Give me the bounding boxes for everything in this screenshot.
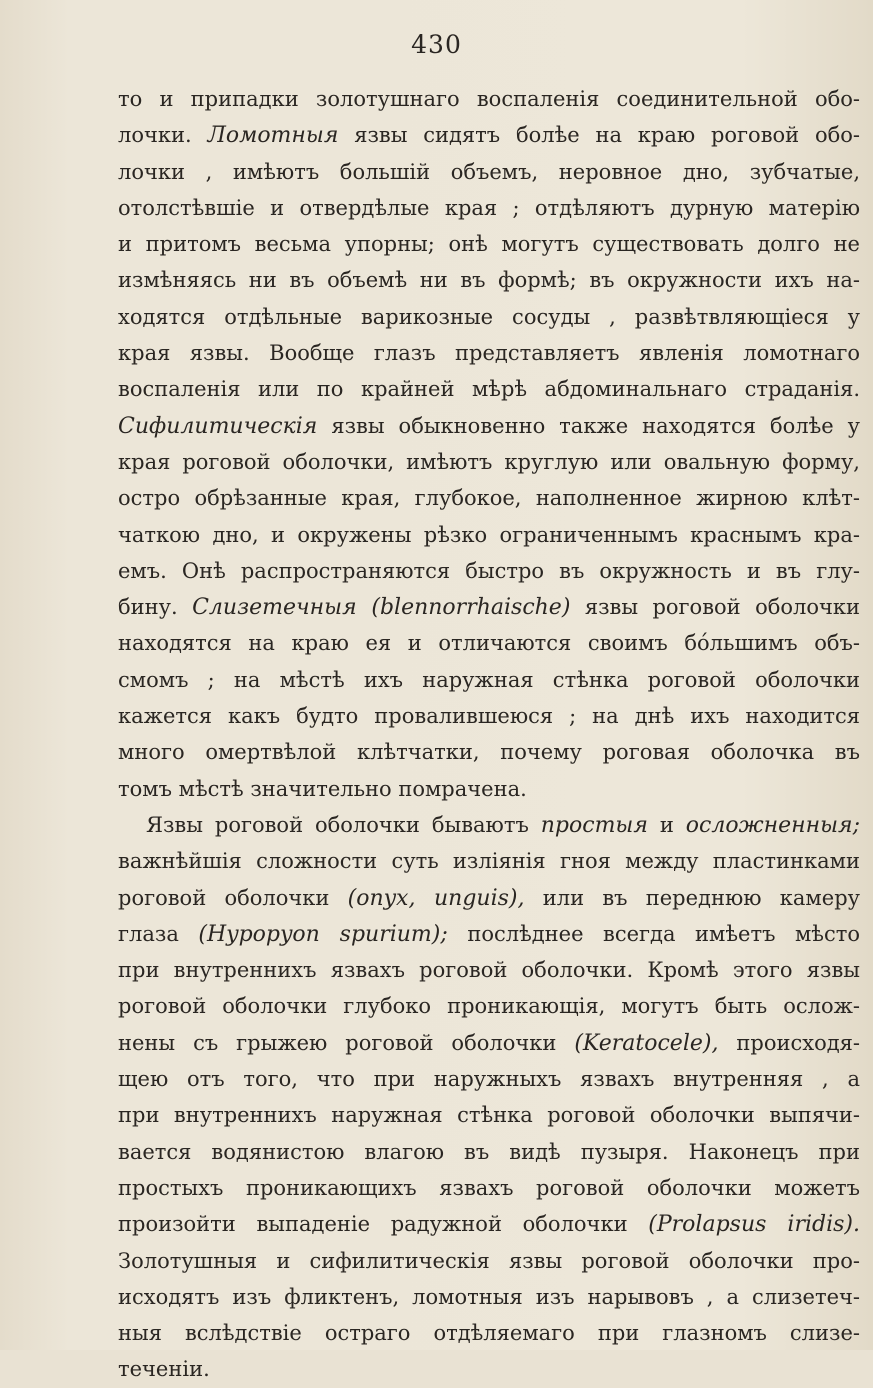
text-line: [118, 1025, 860, 1061]
text-line: [118, 698, 860, 734]
text-line: [118, 988, 860, 1024]
text-segment: края роговой оболочки, имѣютъ круглую или овальную форму,: [118, 449, 860, 474]
text-line: [118, 190, 860, 226]
italic-term: Ломотныя: [207, 123, 339, 149]
text-segment: то и припадки золотушнаго воспаленія соединительной обо-: [118, 87, 860, 111]
text-segment: произойти выпаденіе радужной оболочки: [118, 1212, 649, 1237]
text-segment: роговой оболочки: [118, 885, 348, 910]
italic-term: простыя: [540, 812, 648, 838]
text-line: [118, 1134, 860, 1170]
italic-term: (onyx, unguis),: [347, 885, 525, 911]
text-line: [118, 408, 860, 444]
text-segment: исходятъ изъ фликтенъ, ломотныя изъ нарывовъ , а слизетеч-: [118, 1284, 860, 1309]
text-segment: при внутреннихъ наружная стѣнка роговой оболочки выпячи-: [118, 1103, 860, 1128]
text-segment: простыхъ проникающихъ язвахъ роговой оболочки можетъ: [118, 1175, 860, 1200]
text-line: [118, 371, 860, 407]
text-segment: язвы роговой оболочки: [570, 595, 860, 620]
text-segment: и притомъ весьма упорны; онѣ могутъ существовать долго не: [118, 232, 860, 257]
text-line: [118, 226, 860, 262]
text-segment: язвы сидятъ болѣе на краю роговой обо-: [338, 123, 860, 148]
text-line: [118, 843, 860, 879]
text-segment: ходятся отдѣльные варикозные сосуды , развѣтвляющіеся у: [118, 304, 860, 329]
text-line: [118, 1315, 860, 1351]
text-line: [118, 117, 860, 153]
text-segment: бину.: [118, 595, 193, 620]
page-number: 430: [411, 30, 462, 59]
text-segment: смомъ ; на мѣстѣ ихъ наружная стѣнка роговой оболочки: [118, 667, 860, 692]
text-line: [118, 1170, 860, 1206]
text-segment: томъ мѣстѣ значительно помрачена.: [118, 776, 527, 801]
text-segment: глаза: [118, 921, 199, 946]
text-line: [118, 952, 860, 988]
text-line: [118, 662, 860, 698]
text-segment: чаткою дно, и окружены рѣзко ограниченнымъ краснымъ кра-: [118, 522, 860, 547]
text-line: [118, 589, 860, 625]
text-line: [118, 517, 860, 553]
italic-term: Слизетечныя (blennorrhaische): [192, 595, 571, 621]
text-line: [118, 771, 860, 807]
italic-term: осложненныя;: [685, 812, 860, 838]
text-line: [118, 480, 860, 516]
text-line: [118, 916, 860, 952]
text-segment: емъ. Онѣ распространяются быстро въ окружность и въ глу-: [118, 558, 860, 583]
text-line: [118, 299, 860, 335]
body-text: [118, 81, 860, 1388]
text-segment: щею отъ того, что при наружныхъ язвахъ внутренняя , а: [118, 1067, 860, 1092]
text-segment: теченіи.: [118, 1357, 210, 1382]
text-segment: края язвы. Вообще глазъ представляетъ явленія ломотнаго: [118, 341, 860, 366]
text-segment: происходя-: [718, 1030, 861, 1055]
text-segment: находятся на краю ея и отличаются своимъ бо́льшимъ объ-: [118, 631, 860, 656]
text-line: [118, 553, 860, 589]
italic-term: (Hypopyon spurium);: [198, 921, 448, 947]
text-line: [118, 880, 860, 916]
text-line: [118, 734, 860, 770]
text-segment: лочки.: [118, 123, 208, 148]
italic-term: Сифилитическія: [118, 413, 318, 439]
text-line: [118, 1279, 860, 1315]
text-line: [118, 1351, 860, 1387]
text-segment: отолстѣвшіе и отвердѣлые края ; отдѣляютъ дурную матерію: [118, 195, 860, 220]
italic-term: (Keratocele),: [574, 1030, 719, 1056]
text-segment: и: [647, 812, 686, 837]
text-line: [118, 625, 860, 661]
text-segment: роговой оболочки глубоко проникающія, могутъ быть ослож-: [118, 994, 860, 1019]
text-segment: лочки , имѣютъ большій объемъ, неровное дно, зубчатые,: [118, 159, 860, 184]
text-segment: Золотушныя и сифилитическія язвы роговой оболочки про-: [118, 1248, 860, 1273]
text-segment: измѣняясь ни въ объемѣ ни въ формѣ; въ окружности ихъ на-: [118, 268, 860, 293]
text-line: [118, 262, 860, 298]
text-line: [118, 154, 860, 190]
text-segment: нены съ грыжею роговой оболочки: [118, 1030, 575, 1055]
text-segment: воспаленія или по крайней мѣрѣ абдоминальнаго страданія.: [118, 377, 860, 402]
text-line: [118, 444, 860, 480]
text-segment: вается водянистою влагою въ видѣ пузыря. Наконецъ при: [118, 1139, 860, 1164]
text-line: [118, 1097, 860, 1133]
text-segment: важнѣйшія сложности суть изліянія гноя между пластинками: [118, 849, 860, 874]
text-segment: кажется какъ будто провалившеюся ; на днѣ ихъ находится: [118, 704, 860, 729]
text-segment: много омертвѣлой клѣтчатки, почему роговая оболочка въ: [118, 740, 860, 765]
text-segment: Язвы роговой оболочки бываютъ: [146, 812, 541, 837]
text-segment: остро обрѣзанные края, глубокое, наполненное жирною клѣт-: [118, 486, 860, 511]
text-segment: ныя вслѣдствіе остраго отдѣляемаго при глазномъ слизе-: [118, 1321, 860, 1346]
text-segment: послѣднее всегда имѣетъ мѣсто: [447, 921, 860, 946]
italic-term: (Prolapsus iridis).: [648, 1212, 860, 1238]
text-line: [118, 1206, 860, 1242]
text-segment: при внутреннихъ язвахъ роговой оболочки. Кромѣ этого язвы: [118, 958, 860, 983]
text-line: [118, 81, 860, 117]
text-line: [118, 1243, 860, 1279]
text-line: [118, 807, 860, 843]
text-line: [118, 1061, 860, 1097]
text-segment: или въ переднюю камеру: [524, 885, 860, 910]
text-line: [118, 335, 860, 371]
text-segment: язвы обыкновенно также находятся болѣе у: [317, 413, 860, 438]
